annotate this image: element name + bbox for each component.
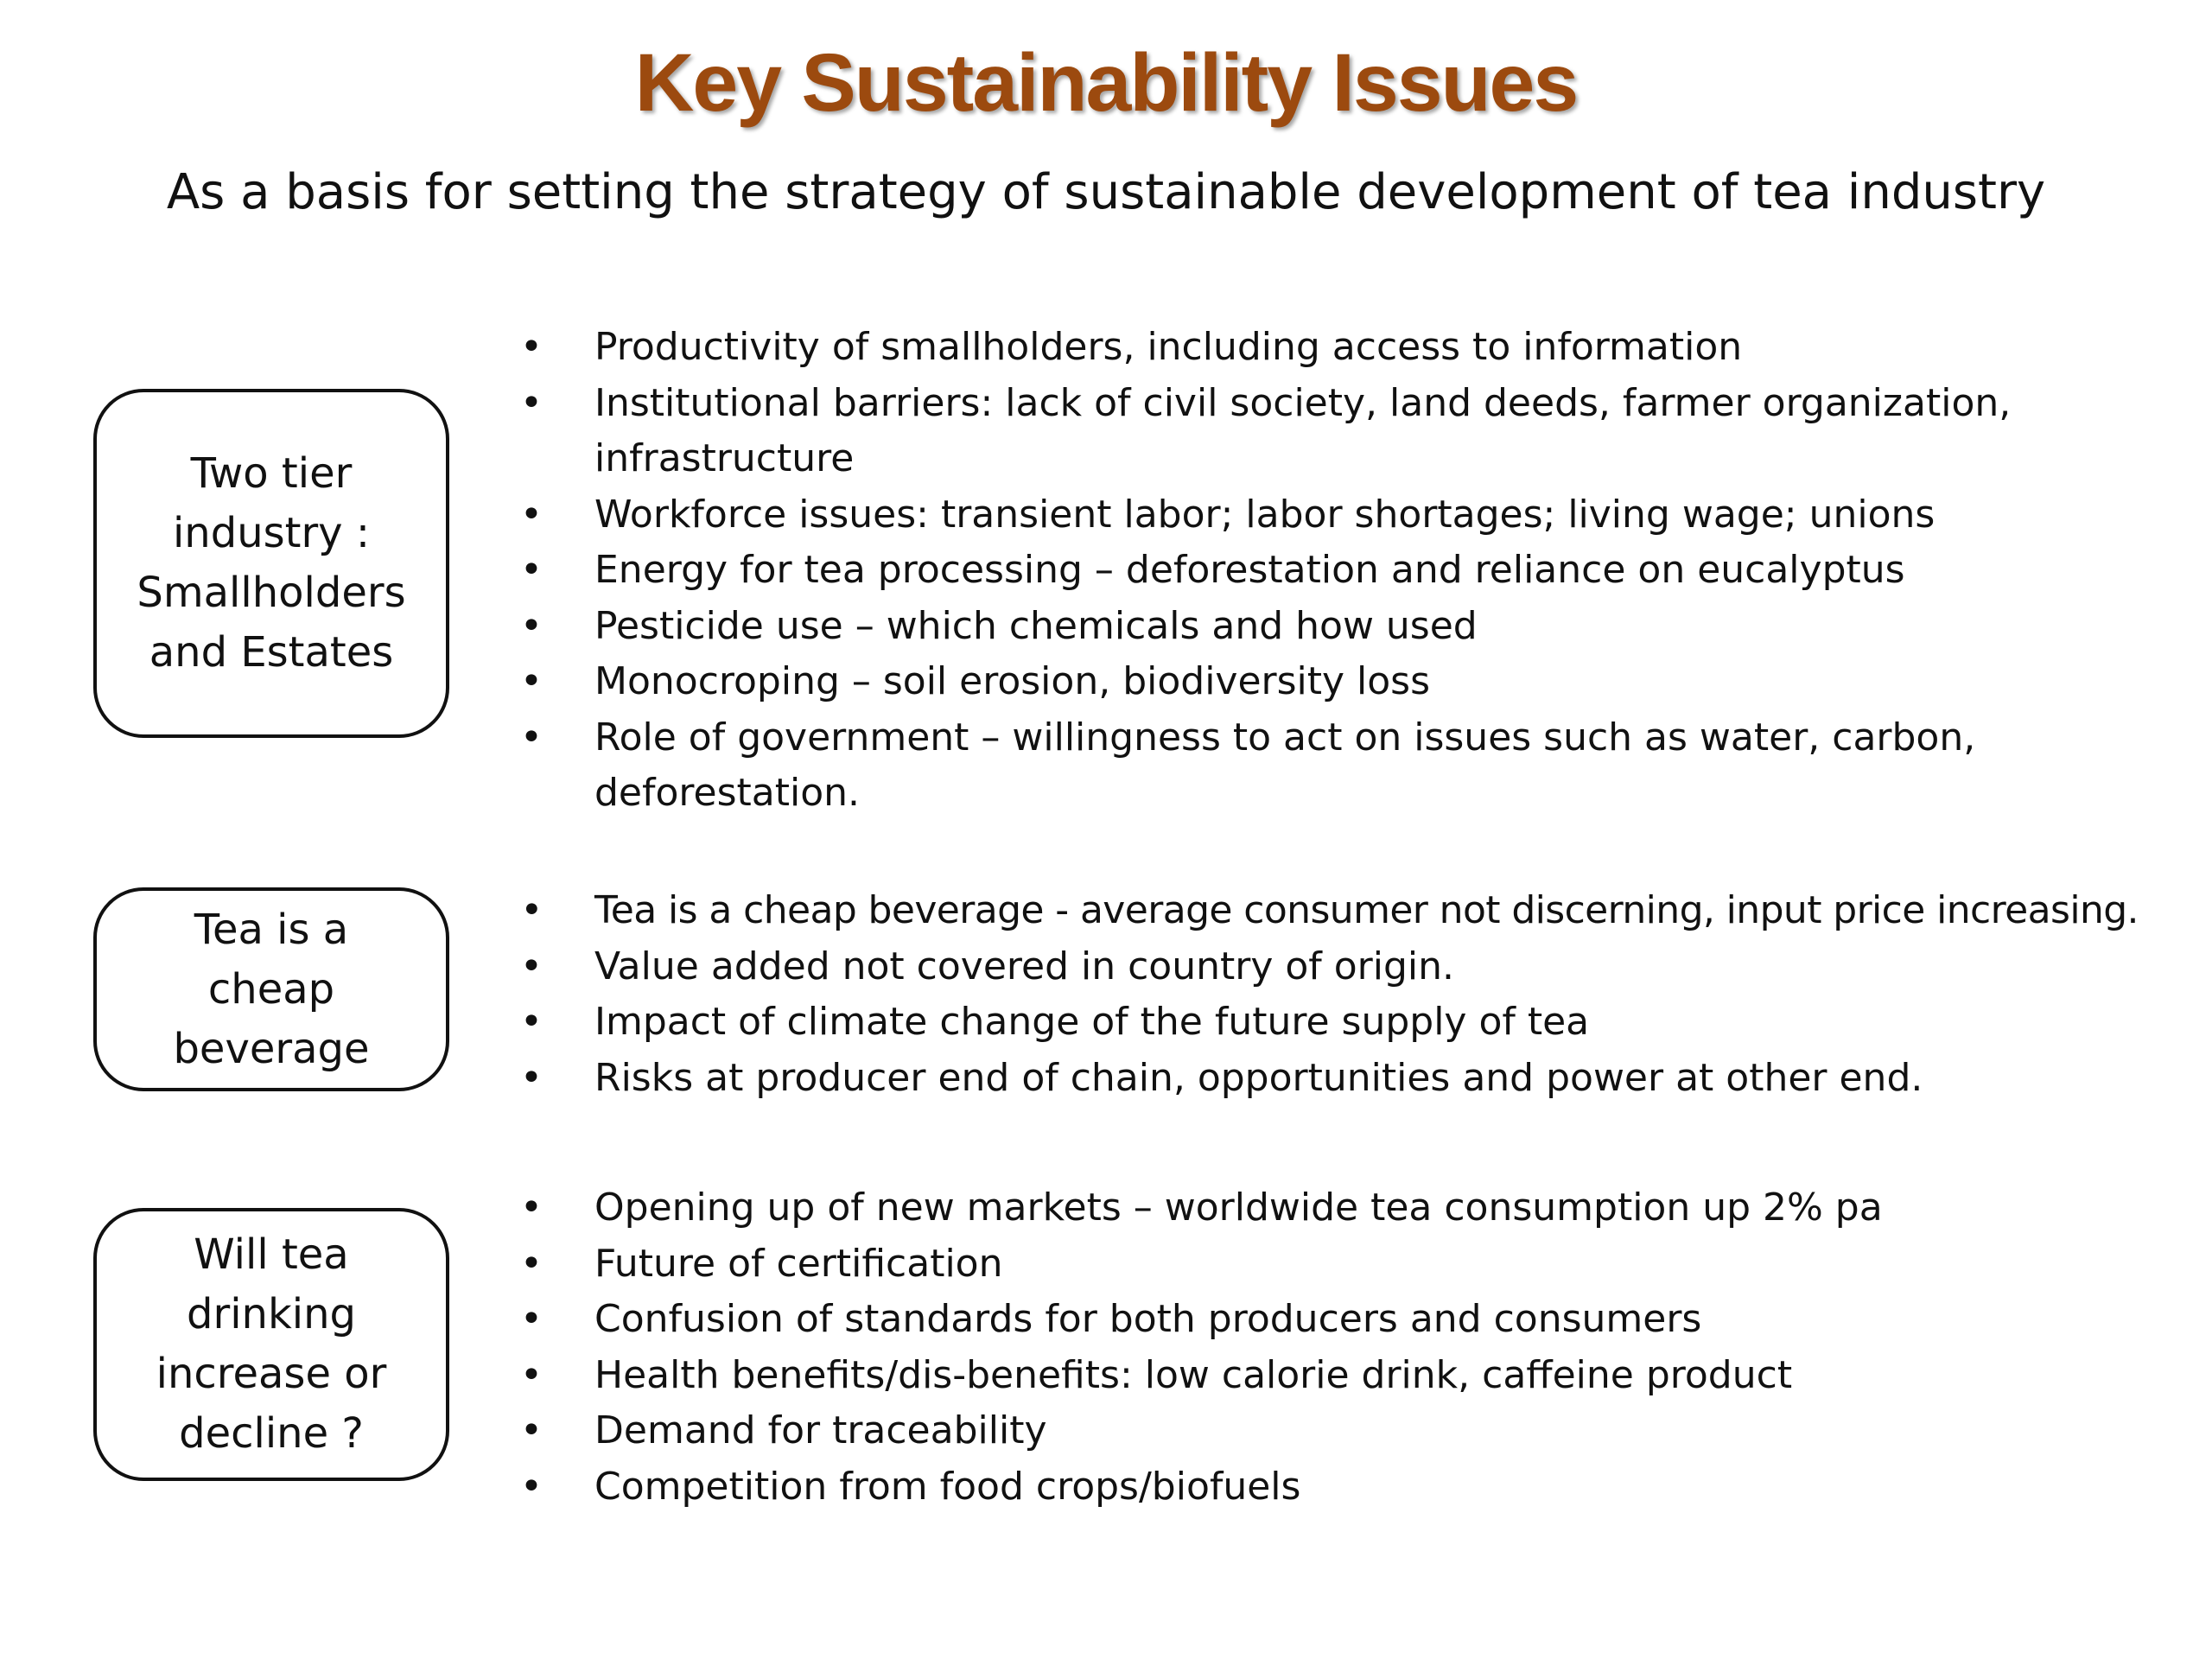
bullet-icon: • bbox=[520, 944, 543, 988]
list-item: • Energy for tea processing – deforestation and reliance on eucalyptus bbox=[518, 543, 2091, 599]
list-item: • Health benefits/dis-benefits: low calorie drink, caffeine product bbox=[518, 1348, 2091, 1404]
list-item: • Confusion of standards for both producers and consumers bbox=[518, 1292, 2091, 1348]
bullet-icon: • bbox=[520, 325, 543, 369]
section-box-cheap-beverage bbox=[93, 887, 449, 1091]
section-box-label: Will tea drinking increase or decline ? bbox=[156, 1230, 387, 1458]
list-item: • Workforce issues: transient labor; labor shortages; living wage; unions bbox=[518, 487, 2091, 543]
bullet-icon: • bbox=[520, 659, 543, 703]
list-item: • Role of government – willingness to act on issues such as water, carbon, deforestation. bbox=[518, 710, 2091, 822]
bullet-icon: • bbox=[520, 603, 543, 648]
bullet-icon: • bbox=[520, 1352, 543, 1397]
bullet-icon: • bbox=[520, 380, 543, 425]
bullet-list-cheap-beverage bbox=[518, 883, 2203, 1106]
list-item: • Competition from food crops/biofuels bbox=[518, 1459, 2091, 1516]
bullet-icon: • bbox=[520, 1055, 543, 1100]
bullet-icon: • bbox=[520, 1464, 543, 1509]
list-item: • Monocroping – soil erosion, biodiversity loss bbox=[518, 654, 2091, 710]
list-item: • Opening up of new markets – worldwide tea consumption up 2% pa bbox=[518, 1180, 2091, 1236]
section-box-two-tier-industry bbox=[93, 389, 449, 738]
section-box-label: Tea is a cheap beverage bbox=[173, 905, 370, 1073]
slide-subtitle: As a basis for setting the strategy of sustainable development of tea industry bbox=[166, 164, 2046, 220]
bullet-icon: • bbox=[520, 1297, 543, 1341]
section-box-tea-drinking-trend bbox=[93, 1208, 449, 1481]
bullet-icon: • bbox=[520, 1000, 543, 1044]
slide-title: Key Sustainability Issues bbox=[634, 37, 1578, 129]
section-box-label: Two tier industry : Smallholders and Estates bbox=[137, 449, 406, 677]
bullet-icon: • bbox=[520, 1185, 543, 1230]
bullet-list-tea-drinking-trend bbox=[518, 1180, 2091, 1515]
bullet-icon: • bbox=[520, 715, 543, 760]
bullet-icon: • bbox=[520, 1241, 543, 1286]
list-item: • Future of certification bbox=[518, 1236, 2091, 1293]
bullet-icon: • bbox=[520, 1408, 543, 1452]
list-item: • Risks at producer end of chain, opportunities and power at other end. bbox=[518, 1051, 2203, 1107]
bullet-icon: • bbox=[520, 888, 543, 932]
list-item: • Demand for traceability bbox=[518, 1403, 2091, 1459]
bullet-icon: • bbox=[520, 548, 543, 592]
bullet-icon: • bbox=[520, 492, 543, 537]
list-item: • Pesticide use – which chemicals and how used bbox=[518, 599, 2091, 655]
bullet-list-two-tier-industry bbox=[518, 320, 2091, 822]
list-item: • Value added not covered in country of origin. bbox=[518, 939, 2203, 995]
list-item: • Institutional barriers: lack of civil society, land deeds, farmer organization, infrastructure bbox=[518, 376, 2091, 487]
list-item: • Impact of climate change of the future supply of tea bbox=[518, 995, 2203, 1051]
list-item: • Tea is a cheap beverage - average consumer not discerning, input price increasing. bbox=[518, 883, 2203, 939]
list-item: • Productivity of smallholders, including access to information bbox=[518, 320, 2091, 376]
